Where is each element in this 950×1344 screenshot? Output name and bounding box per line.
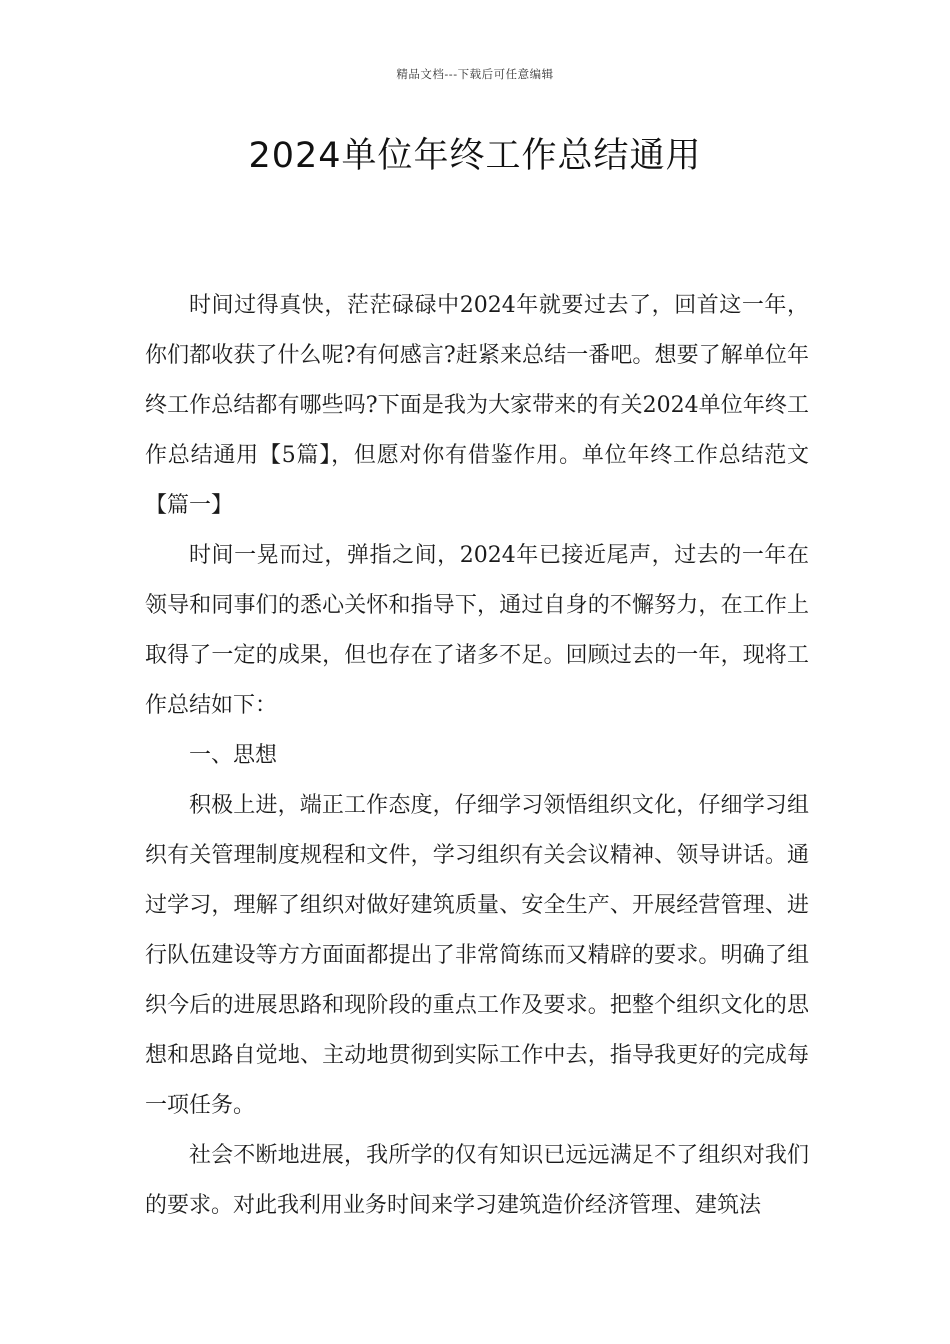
paragraph-overview: 时间一晃而过，弹指之间，2024年已接近尾声，过去的一年在领导和同事们的悉心关怀和指导下，通过自身的不懈努力，在工作上取得了一定的成果，但也存在了诸多不足。回顾过去的一年，现将工作总结如下： (145, 543, 809, 718)
document-body (145, 281, 809, 1231)
paragraph-intro: 时间过得真快，茫茫碌碌中2024年就要过去了，回首这一年，你们都收获了什么呢?有何感言?赶紧来总结一番吧。想要了解单位年终工作总结都有哪些吗?下面是我为大家带来的有关2024单位年终工作总结通用【5篇】，但愿对你有借鉴作用。单位年终工作总结范文【篇一】 (145, 293, 809, 518)
paragraph-thought: 积极上进，端正工作态度，仔细学习领悟组织文化，仔细学习组织有关管理制度规程和文件，学习组织有关会议精神、领导讲话。通过学习，理解了组织对做好建筑质量、安全生产、开展经营管理、进行队伍建设等方方面面都提出了非常简练而又精辟的要求。明确了组织今后的进展思路和现阶段的重点工作及要求。把整个组织文化的思想和思路自觉地、主动地贯彻到实际工作中去，指导我更好的完成每一项任务。 (145, 793, 809, 1118)
document-title: 2024单位年终工作总结通用 (248, 136, 702, 176)
paragraph-learning: 社会不断地进展，我所学的仅有知识已远远满足不了组织对我们的要求。对此我利用业务时间来学习建筑造价经济管理、建筑法 (145, 1143, 809, 1218)
header-note: 精品文档---下载后可任意编辑 (396, 67, 554, 81)
section-heading-thought: 一、思想 (189, 743, 278, 768)
